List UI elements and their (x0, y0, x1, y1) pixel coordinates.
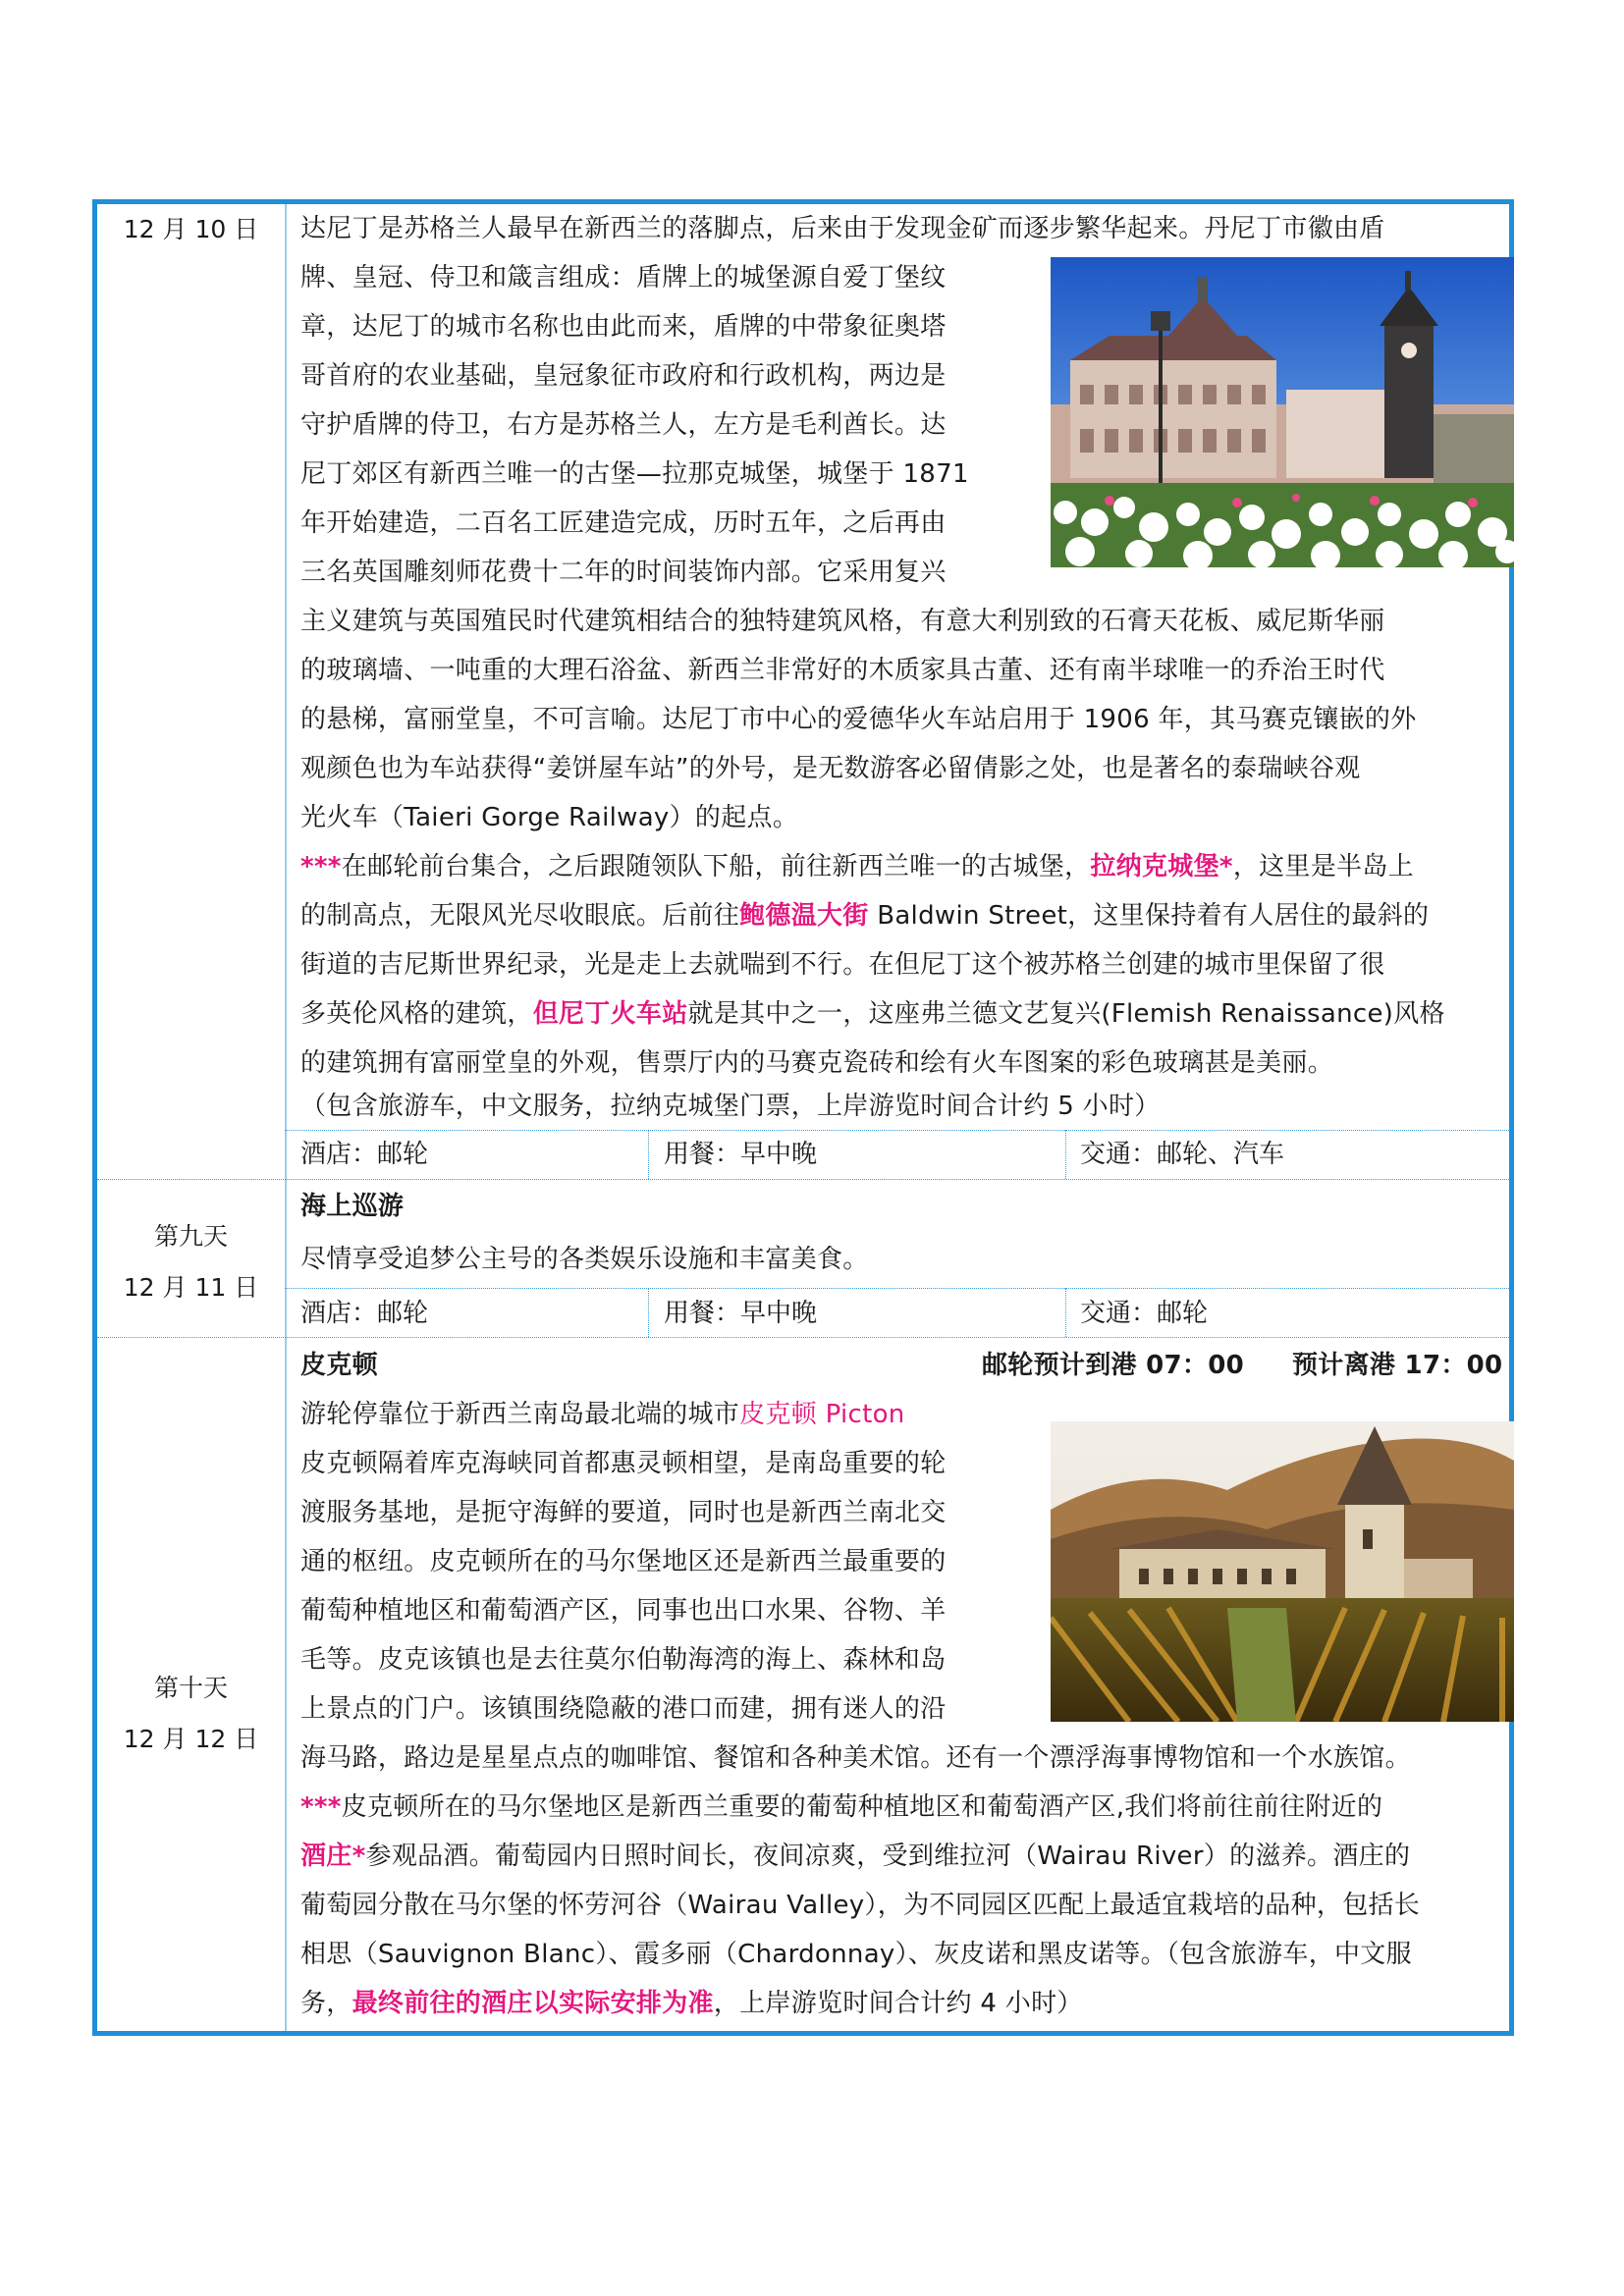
paragraph-line: 守护盾牌的侍卫，右方是苏格兰人，左方是毛利酋长。达 (300, 410, 947, 440)
paragraph-line: 葡萄种植地区和葡萄酒产区，同事也出口水果、谷物、羊 (300, 1596, 947, 1626)
day-description: 尽情享受追梦公主号的各类娱乐设施和丰富美食。 (300, 1245, 869, 1274)
paragraph-line: 相思（Sauvignon Blanc）、霞多丽（Chardonnay）、灰皮诺和黑皮诺等。（包含旅游车，中文服 (300, 1940, 1412, 1969)
paragraph-line: 海马路，路边是星星点点的咖啡馆、餐馆和各种美术馆。还有一个漂浮海事博物馆和一个水族馆。 (300, 1743, 1411, 1773)
highlight-baldwin-street: 鲍德温大街 (739, 901, 869, 931)
row-divider (97, 1179, 1509, 1180)
paragraph-line: （包含旅游车，中文服务，拉纳克城堡门票，上岸游览时间合计约 5 小时） (300, 1092, 1161, 1121)
highlight-dunedin-station: 但尼丁火车站 (532, 999, 688, 1029)
paragraph-line: 的悬梯，富丽堂皇，不可言喻。达尼丁市中心的爱德华火车站启用于 1906 年，其马赛克镶嵌的外 (300, 705, 1417, 734)
dunedin-station-photo (1051, 257, 1514, 567)
cell-divider (1065, 1130, 1066, 1179)
day-title: 海上巡游 (300, 1192, 405, 1221)
paragraph-line: 三名英国雕刻师花费十二年的时间装饰内部。它采用复兴 (300, 558, 947, 587)
traffic-cell: 交通：邮轮、汽车 (1080, 1140, 1285, 1169)
paragraph-line: 街道的吉尼斯世界纪录，光是走上去就喘到不行。在但尼丁这个被苏格兰创建的城市里保留了很 (300, 950, 1385, 980)
paragraph-line: 游轮停靠位于新西兰南岛最北端的城市皮克顿 Picton (300, 1400, 905, 1429)
paragraph-line: 哥首府的农业基础，皇冠象征市政府和行政机构，两边是 (300, 361, 947, 391)
column-divider (285, 204, 287, 2031)
paragraph-line: ***皮克顿所在的马尔堡地区是新西兰重要的葡萄种植地区和葡萄酒产区,我们将前往前往附近的 (300, 1792, 1383, 1822)
stars-marker: *** (300, 852, 342, 881)
paragraph-line: 观颜色也为车站获得“姜饼屋车站”的外号，是无数游客必留倩影之处，也是著名的泰瑞峡谷观 (300, 754, 1361, 783)
paragraph-line: 主义建筑与英国殖民时代建筑相结合的独特建筑风格，有意大利别致的石膏天花板、威尼斯华丽 (300, 607, 1385, 636)
arrival-time: 邮轮预计到港 07：00 (982, 1351, 1245, 1380)
cell-divider (648, 1288, 649, 1337)
paragraph-line: 通的枢纽。皮克顿所在的马尔堡地区还是新西兰最重要的 (300, 1547, 947, 1576)
paragraph-line: ***在邮轮前台集合，之后跟随领队下船，前往新西兰唯一的古城堡，拉纳克城堡*，这里是半岛上 (300, 852, 1414, 881)
paragraph-line: 多英伦风格的建筑，但尼丁火车站就是其中之一，这座弗兰德文艺复兴(Flemish Renaissance)风格 (300, 999, 1445, 1029)
paragraph-line: 的制高点，无限风光尽收眼底。后前往鲍德温大街 Baldwin Street，这里保持着有人居住的最斜的 (300, 901, 1430, 931)
paragraph-line: 渡服务基地，是扼守海鲜的要道，同时也是新西兰南北交 (300, 1498, 947, 1527)
winery-vineyard-photo (1051, 1421, 1514, 1722)
highlight-winery: 酒庄 (300, 1842, 352, 1871)
departure-time: 预计离港 17：00 (1292, 1351, 1503, 1380)
stars-marker: *** (300, 1792, 342, 1822)
day-label: 第九天 (153, 1222, 228, 1251)
meal-cell: 用餐：早中晚 (664, 1140, 818, 1169)
highlight-picton: 皮克顿 Picton (739, 1400, 905, 1429)
meal-cell: 用餐：早中晚 (664, 1299, 818, 1328)
hotel-cell: 酒店：邮轮 (300, 1299, 429, 1328)
paragraph-line: 年开始建造，二百名工匠建造完成，历时五年，之后再由 (300, 508, 947, 538)
date-cell: 12 月 11 日 (123, 1273, 259, 1302)
paragraph-line: 牌、皇冠、侍卫和箴言组成：盾牌上的城堡源自爱丁堡纹 (300, 263, 947, 293)
date-cell: 12 月 12 日 (123, 1725, 259, 1753)
paragraph-line: 光火车（Taieri Gorge Railway）的起点。 (300, 803, 799, 832)
cell-divider (1065, 1288, 1066, 1337)
traffic-cell: 交通：邮轮 (1080, 1299, 1209, 1328)
row-divider (285, 1288, 1509, 1289)
day-label: 第十天 (153, 1674, 228, 1702)
date-cell: 12 月 10 日 (123, 215, 259, 243)
paragraph-line: 上景点的门户。该镇围绕隐蔽的港口而建，拥有迷人的沿 (300, 1694, 947, 1724)
cell-divider (648, 1130, 649, 1179)
highlight-final-winery-note: 最终前往的酒庄以实际安排为准 (352, 1989, 714, 2018)
paragraph-line: 毛等。皮克该镇也是去往莫尔伯勒海湾的海上、森林和岛 (300, 1645, 947, 1675)
hotel-cell: 酒店：邮轮 (300, 1140, 429, 1169)
paragraph-line: 酒庄*参观品酒。葡萄园内日照时间长，夜间凉爽，受到维拉河（Wairau River）的滋养。酒庄的 (300, 1842, 1411, 1871)
paragraph-line: 尼丁郊区有新西兰唯一的古堡—拉那克城堡，城堡于 1871 (300, 459, 969, 489)
row-divider (97, 1337, 1509, 1338)
paragraph-line: 的玻璃墙、一吨重的大理石浴盆、新西兰非常好的木质家具古董、还有南半球唯一的乔治王时代 (300, 656, 1385, 685)
row-divider (285, 1130, 1509, 1131)
paragraph-line: 达尼丁是苏格兰人最早在新西兰的落脚点，后来由于发现金矿而逐步繁华起来。丹尼丁市徽由盾 (300, 214, 1385, 243)
paragraph-line: 皮克顿隔着库克海峡同首都惠灵顿相望，是南岛重要的轮 (300, 1449, 947, 1478)
paragraph-line: 的建筑拥有富丽堂皇的外观，售票厅内的马赛克瓷砖和绘有火车图案的彩色玻璃甚是美丽。 (300, 1048, 1334, 1078)
highlight-larnach-castle: 拉纳克城堡 (1090, 852, 1219, 881)
paragraph-line: 章，达尼丁的城市名称也由此而来，盾牌的中带象征奥塔 (300, 312, 947, 342)
paragraph-line: 务，最终前往的酒庄以实际安排为准，上岸游览时间合计约 4 小时） (300, 1989, 1083, 2018)
paragraph-line: 葡萄园分散在马尔堡的怀劳河谷（Wairau Valley），为不同园区匹配上最适宜栽培的品种，包括长 (300, 1891, 1421, 1920)
day-title: 皮克顿 (300, 1351, 378, 1380)
